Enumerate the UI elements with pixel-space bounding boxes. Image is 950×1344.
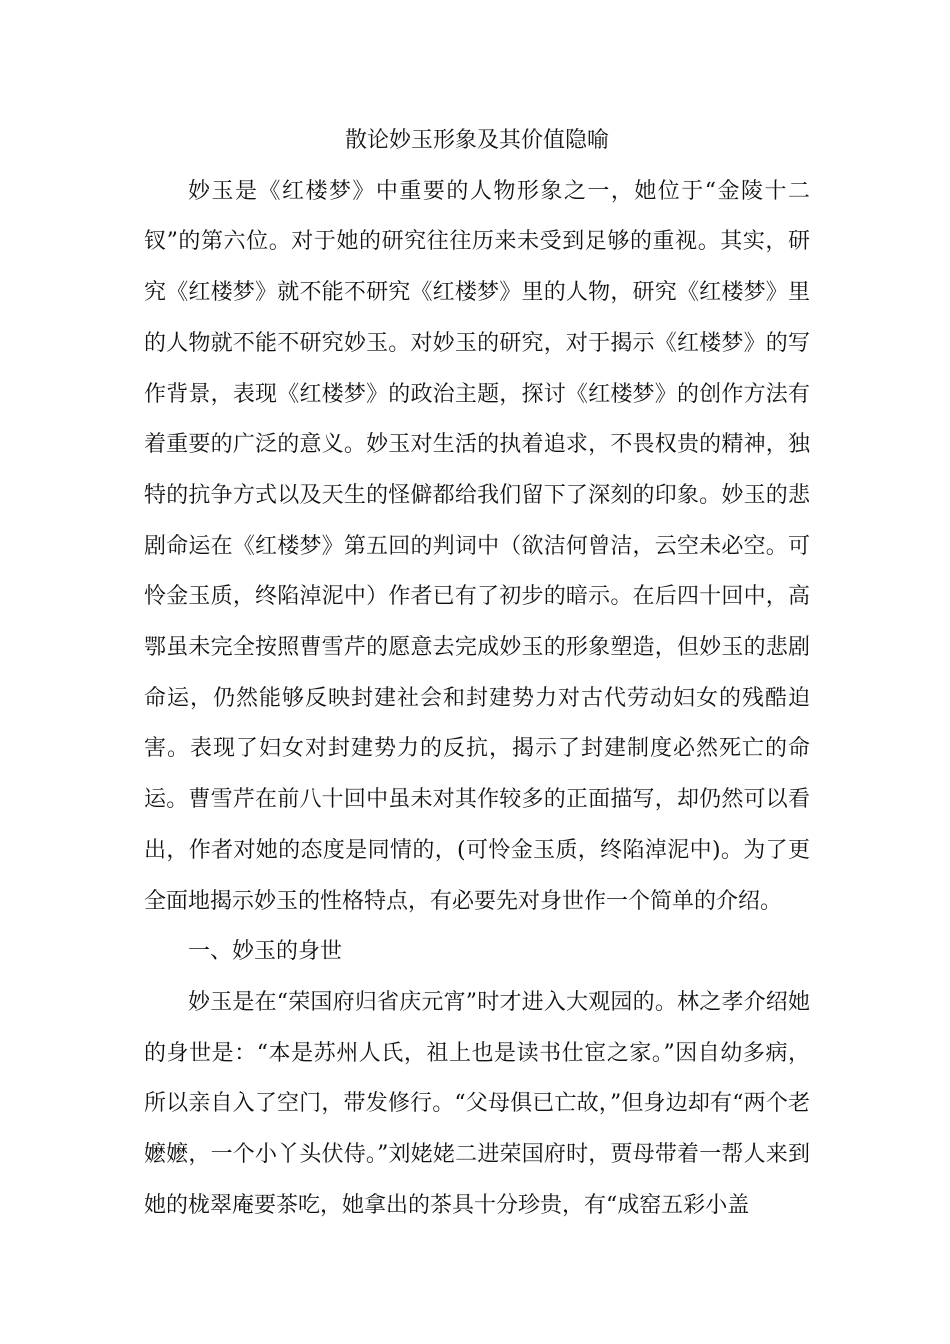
intro-paragraph: 妙玉是《红楼梦》中重要的人物形象之一，她位于“金陵十二钗”的第六位。对于她的研究往往历来未受到足够的重视。其实，研究《红楼梦》就不能不研究《红楼梦》里的人物，研究《红楼梦》里的人物就不能不研究妙玉。对妙玉的研究，对于揭示《红楼梦》的写作背景，表现《红楼梦》的政治主题，探讨《红楼梦》的创作方法有着重要的广泛的意义。妙玉对生活的执着追求，不畏权贵的精神，独特的抗争方式以及天生的怪僻都给我们留下了深刻的印象。妙玉的悲剧命运在《红楼梦》第五回的判词中（欲洁何曾洁，云空未必空。可怜金玉质，终陷淖泥中）作者已有了初步的暗示。在后四十回中，高鄂虽未完全按照曹雪芹的愿意去完成妙玉的形象塑造，但妙玉的悲剧命运，仍然能够反映封建社会和封建势力对古代劳动妇女的残酷迫害。表现了妇女对封建势力的反抗，揭示了封建制度必然死亡的命运。曹雪芹在前八十回中虽未对其作较多的正面描写，却仍然可以看出，作者对她的态度是同情的，(可怜金玉质，终陷淖泥中)。为了更全面地揭示妙玉的性格特点，有必要先对身世作一个简单的介绍。 <box>144 178 810 914</box>
section-paragraph: 妙玉是在“荣国府归省庆元宵”时才进入大观园的。林之孝介绍她的身世是：“本是苏州人氏，祖上也是读书仕宦之家。”因自幼多病，所以亲自入了空门，带发修行。“父母俱已亡故，”但身边却有“两个老嬷嬷，一个小丫头伏侍。”刘姥姥二进荣国府时，贾母带着一帮人来到她的栊翠庵要茶吃，她拿出的茶具十分珍贵，有“成窑五彩小盖 <box>144 989 810 1218</box>
document-title: 散论妙玉形象及其价值隐喻 <box>344 128 609 153</box>
document-body <box>144 116 810 1231</box>
section-heading: 一、妙玉的身世 <box>188 939 343 965</box>
